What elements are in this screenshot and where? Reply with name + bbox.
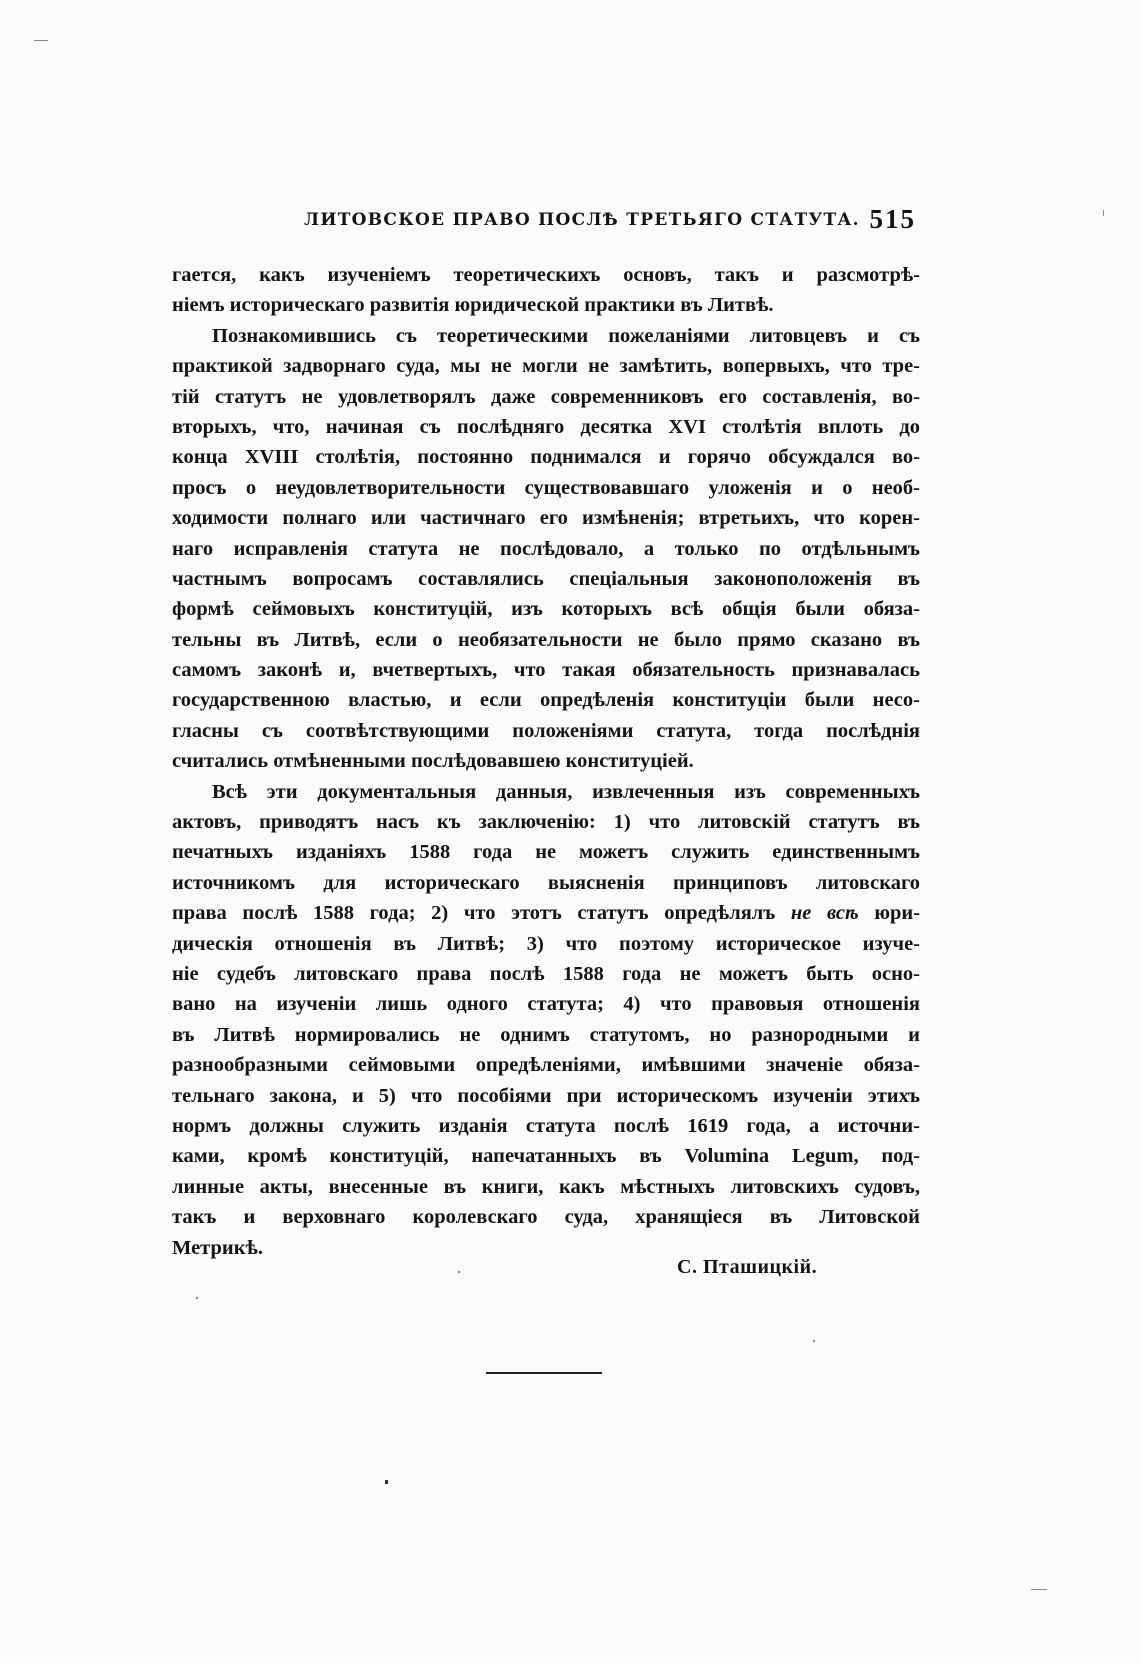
text-line: тій статутъ не удовлетворялъ даже современниковъ его составленія, во- bbox=[172, 385, 920, 408]
text-line: наго исправленія статута не послѣдовало, а только по отдѣльнымъ bbox=[172, 537, 920, 560]
scan-dot bbox=[813, 1340, 815, 1342]
text-line: линные акты, внесенные въ книги, какъ мѣстныхъ литовскихъ судовъ, bbox=[172, 1175, 920, 1198]
text-line: ходимости полнаго или частичнаго его измѣненія; втретьихъ, что корен- bbox=[172, 507, 920, 530]
text-line: практикой задворнаго суда, мы не могли не замѣтить, вопервыхъ, что тре- bbox=[172, 355, 920, 378]
page-header bbox=[172, 206, 920, 236]
page-number: 515 bbox=[869, 204, 916, 234]
text-line: гается, какъ изученіемъ теоретическихъ основъ, такъ и разсмотрѣ- bbox=[172, 264, 920, 286]
text-line-end: юри- bbox=[874, 902, 921, 925]
text-line: гласны съ соотвѣтствующими положеніями статута, тогда послѣднія bbox=[172, 719, 920, 742]
text-line: считались отмѣненными послѣдовавшею конституціей. bbox=[172, 750, 694, 773]
paragraph-2 bbox=[172, 321, 920, 777]
text-line: тельны въ Литвѣ, если о необязательности не было прямо сказано въ bbox=[172, 628, 920, 651]
text-line: въ Литвѣ нормировались не однимъ статутомъ, но разнородными и bbox=[172, 1023, 920, 1046]
author-signature: С. Пташицкій. bbox=[677, 1256, 818, 1278]
text-line: ніемъ историческаго развитія юридической практики въ Литвѣ. bbox=[172, 294, 774, 317]
text-line: дическія отношенія въ Литвѣ; 3) что поэтому историческое изуче- bbox=[172, 932, 920, 955]
text-line: ками, кромѣ конституцій, напечатанныхъ въ Volumina Legum, под- bbox=[172, 1145, 920, 1168]
text-line: частнымъ вопросамъ составлялись спеціальныя законоположенія въ bbox=[172, 567, 920, 590]
section-divider bbox=[486, 1372, 602, 1374]
text-line: печатныхъ изданіяхъ 1588 года не можетъ служить единственнымъ bbox=[172, 841, 920, 864]
text-line: просъ о неудовлетворительности существовавшаго уложенія и о необ- bbox=[172, 476, 920, 499]
text-line: нормъ должны служить изданія статута послѣ 1619 года, а источни- bbox=[172, 1114, 920, 1137]
scan-dot bbox=[196, 1297, 198, 1299]
text-line-with-italic bbox=[172, 898, 920, 928]
text-line: вторыхъ, что, начиная съ послѣдняго десятка XVI столѣтія вплоть до bbox=[172, 415, 920, 438]
text-line: формѣ сеймовыхъ конституцій, изъ которыхъ всѣ общія были обяза- bbox=[172, 598, 920, 621]
text-line: ніе судебъ литовскаго права послѣ 1588 года не можетъ быть осно- bbox=[172, 962, 920, 985]
text-line: Метрикѣ. bbox=[172, 1236, 263, 1259]
scan-dot bbox=[1103, 210, 1104, 216]
text-line: Познакомившись съ теоретическими пожеланіями литовцевъ и съ bbox=[212, 324, 920, 347]
scan-mark bbox=[34, 40, 48, 41]
running-title: ЛИТОВСКОЕ ПРАВО ПОСЛѢ ТРЕТЬЯГО СТАТУТА. bbox=[304, 210, 860, 230]
text-line: государственною властью, и если опредѣленія конституціи были несо- bbox=[172, 689, 920, 712]
text-line: такъ и верховнаго королевскаго суда, хранящіеся въ Литовской bbox=[172, 1206, 920, 1229]
text-line: конца XVIII столѣтія, постоянно поднимался и горячо обсуждался во- bbox=[172, 446, 920, 469]
text-line: источникомъ для историческаго выясненія принциповъ литовскаго bbox=[172, 871, 920, 894]
paragraph-1 bbox=[172, 260, 920, 321]
text-line: тельнаго закона, и 5) что пособіями при историческомъ изученіи этихъ bbox=[172, 1084, 920, 1107]
text-line: разнообразными сеймовыми опредѣленіями, имѣвшими значеніе обяза- bbox=[172, 1054, 920, 1077]
text-line-start: права послѣ 1588 года; 2) что этотъ статутъ опредѣлялъ bbox=[172, 902, 776, 925]
text-line: самомъ законѣ и, вчетвертыхъ, что такая обязательность признавалась bbox=[172, 659, 920, 682]
text-line: Всѣ эти документальныя данныя, извлеченныя изъ современныхъ bbox=[212, 780, 920, 803]
body-text bbox=[172, 260, 920, 1263]
italic-phrase: не всѣ bbox=[790, 902, 859, 925]
text-line: актовъ, приводятъ насъ къ заключенію: 1) что литовскій статутъ въ bbox=[172, 811, 920, 834]
paragraph-3 bbox=[172, 777, 920, 1263]
scan-dot bbox=[458, 1271, 460, 1273]
text-line: вано на изученіи лишь одного статута; 4) что правовыя отношенія bbox=[172, 993, 920, 1016]
scan-dot bbox=[385, 1480, 388, 1484]
scan-mark bbox=[1031, 1589, 1047, 1590]
